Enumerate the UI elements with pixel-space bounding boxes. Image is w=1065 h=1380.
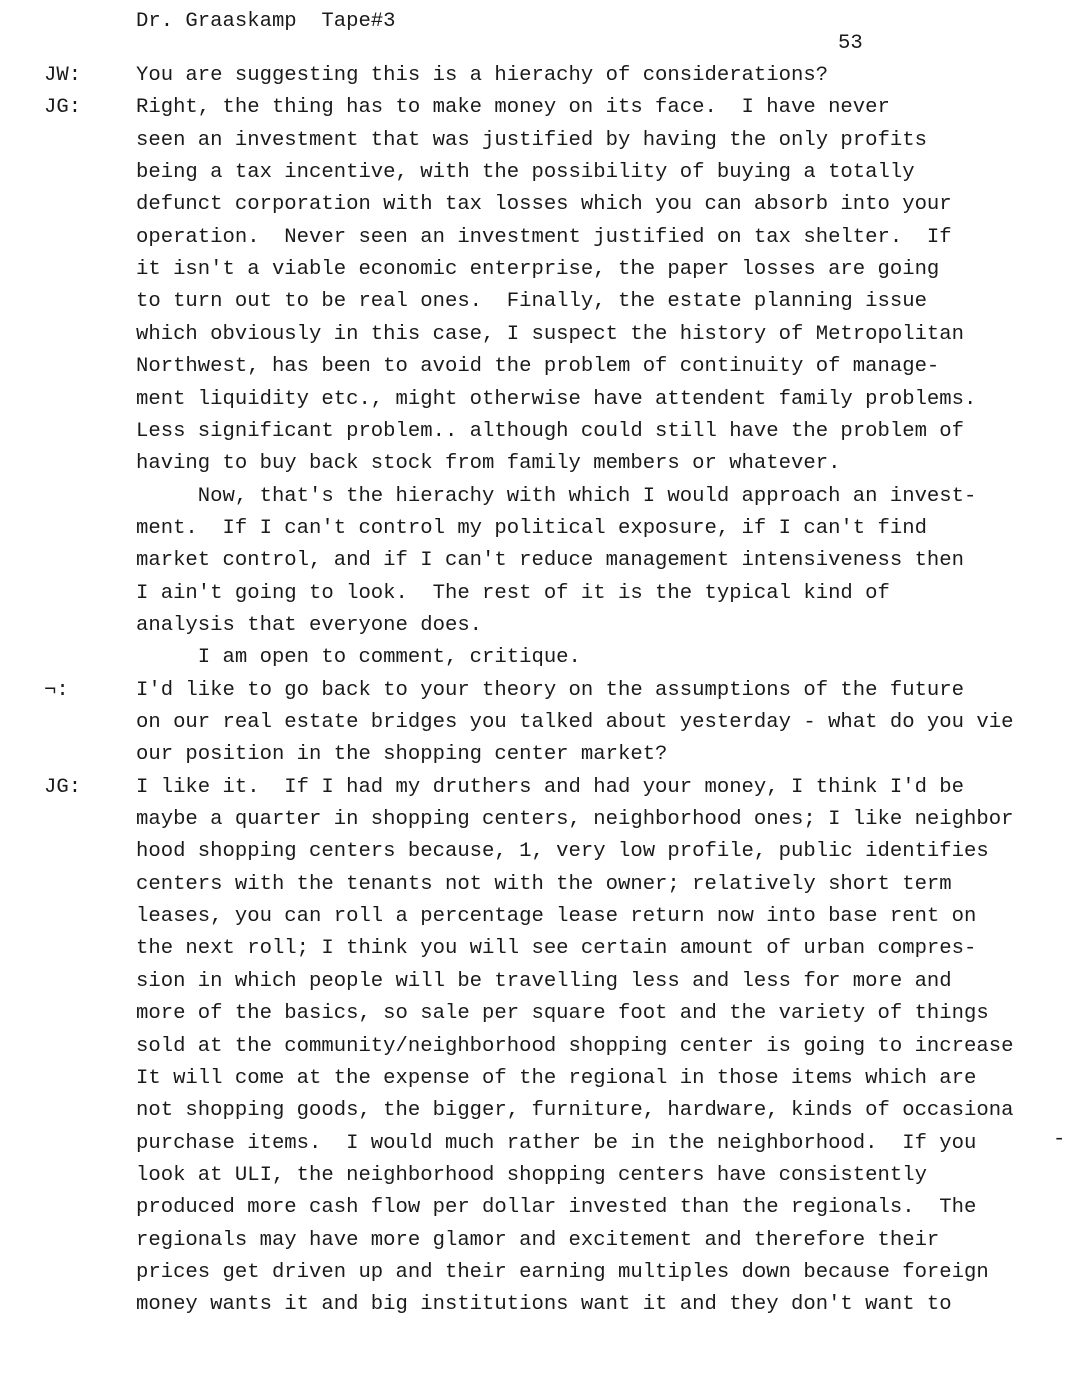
speaker-label: JG: <box>44 96 82 120</box>
transcript-line: sold at the community/neighborhood shopping center is going to increase <box>136 1034 1014 1058</box>
transcript-line: our position in the shopping center market? <box>136 743 668 767</box>
transcript-line: Less significant problem.. although could still have the problem of <box>136 419 965 443</box>
margin-mark: - <box>1053 1128 1065 1151</box>
transcript-line: it isn't a viable economic enterprise, the paper losses are going <box>136 258 940 282</box>
transcript-line: to turn out to be real ones. Finally, the estate planning issue <box>136 290 927 314</box>
transcript-line: the next roll; I think you will see certain amount of urban compres- <box>136 937 977 961</box>
transcript-line: having to buy back stock from family members or whatever. <box>136 452 841 476</box>
transcript-line: on our real estate bridges you talked about yesterday - what do you vie <box>136 711 1014 734</box>
transcript-line: It will come at the expense of the regional in those items which are <box>136 1066 977 1090</box>
transcript-line: prices get driven up and their earning multiples down because foreign <box>136 1260 989 1284</box>
transcript-line: ment liquidity etc., might otherwise have attendent family problems. <box>136 387 977 411</box>
speaker-label: JG: <box>44 775 82 799</box>
transcript-line: not shopping goods, the bigger, furniture, hardware, kinds of occasiona <box>136 1099 1014 1123</box>
transcript-line: I like it. If I had my druthers and had your money, I think I'd be <box>136 775 965 799</box>
transcript-line: purchase items. I would much rather be in the neighborhood. If you <box>136 1131 977 1155</box>
transcript-line: Now, that's the hierachy with which I would approach an invest- <box>136 484 977 508</box>
transcript-line: Right, the thing has to make money on its face. I have never <box>136 96 890 120</box>
transcript-line: money wants it and big institutions want it and they don't want to <box>136 1293 952 1317</box>
transcript-line: centers with the tenants not with the owner; relatively short term <box>136 872 952 896</box>
transcript-line: ment. If I can't control my political exposure, if I can't find <box>136 516 927 540</box>
transcript-line: more of the basics, so sale per square foot and the variety of things <box>136 1002 989 1026</box>
transcript-line: I'd like to go back to your theory on the assumptions of the future <box>136 678 965 702</box>
transcript-line: maybe a quarter in shopping centers, neighborhood ones; I like neighbor <box>136 808 1014 832</box>
transcript-line: sion in which people will be travelling less and less for more and <box>136 969 952 993</box>
transcript-line: Northwest, has been to avoid the problem of continuity of manage- <box>136 355 940 379</box>
transcript-line: seen an investment that was justified by having the only profits <box>136 128 927 152</box>
transcript-line: being a tax incentive, with the possibility of buying a totally <box>136 161 915 185</box>
transcript-line: You are suggesting this is a hierachy of considerations? <box>136 64 829 87</box>
transcript-line: operation. Never seen an investment justified on tax shelter. If <box>136 225 952 249</box>
transcript-line: analysis that everyone does. <box>136 613 483 637</box>
transcript-line: I am open to comment, critique. <box>136 646 581 670</box>
transcript-line: hood shopping centers because, 1, very low profile, public identifies <box>136 840 989 864</box>
transcript-line: leases, you can roll a percentage lease return now into base rent on <box>136 905 977 929</box>
transcript-line: market control, and if I can't reduce management intensiveness then <box>136 549 965 573</box>
page-number: 53 <box>838 32 863 55</box>
transcript-line: which obviously in this case, I suspect the history of Metropolitan <box>136 322 965 346</box>
page-header-title: Dr. Graaskamp Tape#3 <box>136 10 396 33</box>
speaker-label: ¬: <box>44 678 69 702</box>
transcript-line: regionals may have more glamor and excitement and therefore their <box>136 1228 940 1252</box>
transcript-line: defunct corporation with tax losses which you can absorb into your <box>136 193 952 217</box>
transcript-line: look at ULI, the neighborhood shopping centers have consistently <box>136 1163 927 1187</box>
speaker-label: JW: <box>44 64 82 87</box>
transcript-line: I ain't going to look. The rest of it is the typical kind of <box>136 581 890 605</box>
transcript-line: produced more cash flow per dollar invested than the regionals. The <box>136 1196 977 1220</box>
